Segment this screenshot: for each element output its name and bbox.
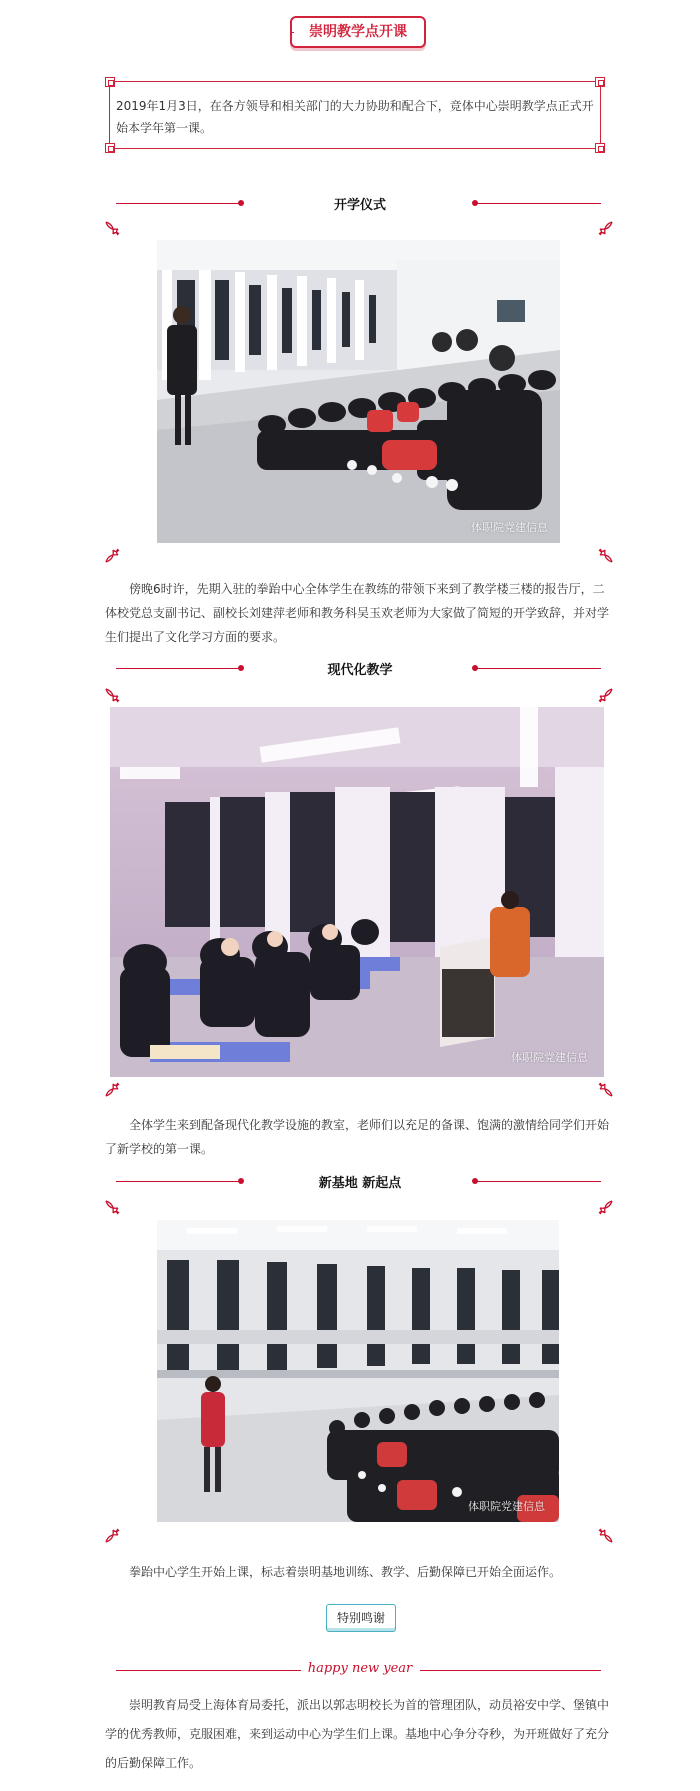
page-title: 崇明教学点开课 — [290, 16, 426, 48]
flourish-ornament-icon — [596, 1199, 614, 1217]
photo-watermark: 体职院党建信息 — [468, 1500, 545, 1513]
photo-opening-ceremony — [157, 240, 560, 543]
paragraph-new-base: 拳跆中心学生开始上课，标志着崇明基地训练、教学、后勤保障已开始全面运作。 — [129, 1565, 562, 1579]
flourish-ornament-icon — [104, 220, 122, 238]
paragraph-thanks: 崇明教育局受上海体育局委托，派出以郭志明校长为首的管理团队，动员裕安中学、堡镇中学的优秀教师，克服困难，来到运动中心为学生们上课。基地中心争分夺秒，为开班做好了充分的后勤保障工作。 — [105, 1698, 610, 1770]
flourish-ornament-icon — [596, 1526, 614, 1544]
flourish-ornament-icon — [104, 546, 122, 564]
happy-new-year-text: happy new year — [307, 1661, 413, 1676]
intro-text: 2019年1月3日，在各方领导和相关部门的大力协助和配合下，竞体中心崇明教学点正式开始本学年第一课。 — [116, 99, 594, 135]
photo-watermark: 体职院党建信息 — [511, 1051, 588, 1064]
flourish-ornament-icon — [596, 220, 614, 238]
flourish-ornament-icon — [596, 546, 614, 564]
flourish-ornament-icon — [596, 1080, 614, 1098]
section-title: 现代化教学 — [327, 663, 393, 678]
special-thanks-badge: 特别鸣谢 — [326, 1604, 396, 1632]
section-title: 新基地 新起点 — [318, 1176, 402, 1191]
paragraph-opening: 傍晚6时许，先期入驻的拳跆中心全体学生在教练的带领下来到了教学楼三楼的报告厅，二体校党总支副书记、副校长刘建萍老师和教务科吴玉欢老师为大家做了简短的开学致辞，并对学生们提出了文化学习方面的要求。 — [105, 582, 610, 644]
photo-new-base — [157, 1220, 559, 1522]
flourish-ornament-icon — [104, 1080, 122, 1098]
flourish-ornament-icon — [104, 687, 122, 705]
section-title: 开学仪式 — [333, 198, 386, 213]
flourish-ornament-icon — [596, 687, 614, 705]
flourish-ornament-icon — [104, 1199, 122, 1217]
photo-modern-classroom — [110, 707, 604, 1077]
paragraph-modern-teaching: 全体学生来到配备现代化教学设施的教室，老师们以充足的备课、饱满的激情给同学们开始了新学校的第一课。 — [105, 1118, 610, 1156]
photo-watermark: 体职院党建信息 — [471, 521, 548, 534]
flourish-ornament-icon — [104, 1526, 122, 1544]
